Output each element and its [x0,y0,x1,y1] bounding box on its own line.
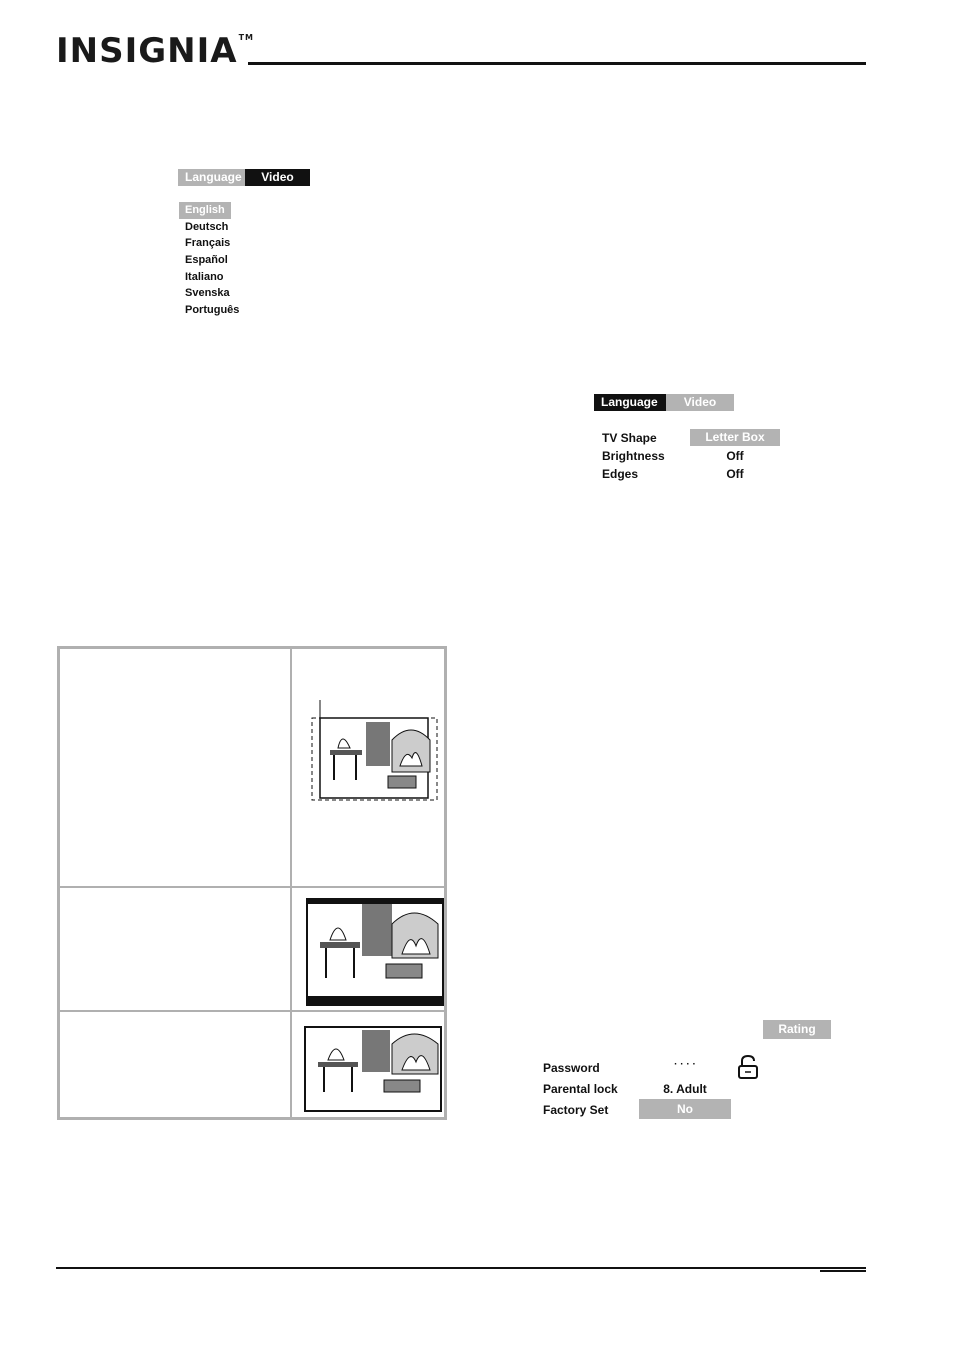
language-option-italiano[interactable]: Italiano [185,270,224,283]
language-option-svenska[interactable]: Svenska [185,287,230,300]
trademark: TM [238,33,254,42]
tab-video[interactable]: Video [666,394,734,411]
insignia-logo [56,31,254,71]
table-row-divider [60,886,444,888]
video-menu-tabs [594,394,734,411]
tab-video[interactable]: Video [245,169,310,186]
tab-language[interactable]: Language [178,169,245,186]
language-list [179,202,239,319]
letterbox-illustration [306,898,444,1006]
language-option-espanol[interactable]: Español [185,254,228,267]
parental-lock-value[interactable]: 8. Adult [663,1082,707,1096]
tab-language[interactable]: Language [594,394,666,411]
footer-rule [56,1267,866,1269]
brightness-label: Brightness [602,449,665,463]
header-rule [248,62,866,65]
language-option-francais[interactable]: Français [185,237,231,250]
pan-scan-illustration [306,700,441,802]
password-value[interactable]: · · · · [674,1059,696,1070]
parental-lock-label: Parental lock [543,1082,618,1096]
language-option-deutsch[interactable]: Deutsch [185,220,229,233]
language-option-english[interactable]: English [179,202,231,219]
wide-screen-illustration [304,1026,442,1112]
tv-shape-label: TV Shape [602,431,657,445]
language-option-portugues[interactable]: Português [185,304,240,317]
brand-name: INSIGNIA [56,31,238,71]
table-column-divider [290,649,292,1117]
unlocked-padlock-icon[interactable] [737,1055,759,1079]
language-menu-tabs [178,169,310,186]
footer-rule-accent [820,1270,866,1272]
edges-value[interactable]: Off [726,467,744,481]
tv-shape-value[interactable]: Letter Box [690,429,780,446]
factory-set-value[interactable]: No [639,1099,731,1119]
factory-set-label: Factory Set [543,1103,609,1117]
table-row-divider [60,1010,444,1012]
password-label: Password [543,1061,600,1075]
tab-rating[interactable]: Rating [763,1020,831,1039]
brightness-value[interactable]: Off [726,449,744,463]
edges-label: Edges [602,467,639,481]
